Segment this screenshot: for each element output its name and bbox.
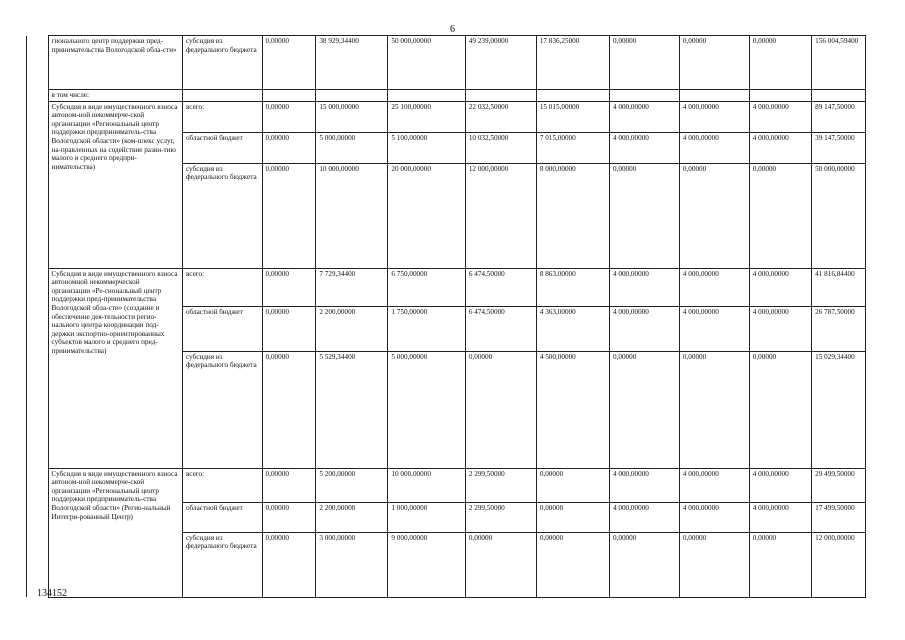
value-cell: 6 474,50000 [465,268,536,306]
value-cell: 0,00000 [749,36,811,90]
value-cell: 0,00000 [749,532,811,597]
value-cell: 5 200,00000 [316,468,388,502]
empty-cell [388,90,465,102]
value-cell: 0,00000 [679,351,749,468]
value-cell: 7 729,34400 [316,268,388,306]
funding-source-cell: всего: [182,268,262,306]
value-cell: 50 000,00000 [812,163,866,268]
value-cell: 0,00000 [262,163,316,268]
empty-cell [316,90,388,102]
value-cell: 0,00000 [262,36,316,90]
value-cell: 0,00000 [536,532,609,597]
value-cell: 4 000,00000 [679,101,749,132]
measure-name-cell: Субсидия в виде имущественного взноса автономной некоммерческой организации «Ре-гиональный центр поддержки пред-принимательства Вологодской обла-сти» (создание и обеспечение дея-тельности регио-нального центра координации под-держки экспортно-ориентированных субъектов малого и среднего пред-принимательства) [48,268,182,468]
empty-cell [812,90,866,102]
value-cell: 0,00000 [679,36,749,90]
value-cell: 4 000,00000 [679,306,749,351]
value-cell: 25 100,00000 [388,101,465,132]
empty-cell [27,351,49,468]
value-cell: 26 787,50000 [812,306,866,351]
page-number: 6 [450,24,455,35]
value-cell: 0,00000 [262,468,316,502]
value-cell: 4 000,00000 [749,132,811,163]
value-cell: 4 000,00000 [609,101,679,132]
value-cell: 39 147,50000 [812,132,866,163]
value-cell: 4 000,00000 [679,268,749,306]
value-cell: 0,00000 [749,351,811,468]
value-cell: 5 100,00000 [388,132,465,163]
empty-cell [27,90,49,102]
empty-cell [536,90,609,102]
value-cell: 0,00000 [465,532,536,597]
value-cell: 4 363,00000 [536,306,609,351]
value-cell: 2 200,00000 [316,502,388,532]
table-body [27,36,866,598]
value-cell: 4 000,00000 [679,132,749,163]
value-cell: 0,00000 [262,351,316,468]
measure-name-cell: Субсидия в виде имущественного взноса автоном-ной некоммерче-ской организации «Региональный центр поддержки предприниматель-ства Вологодской области» (Регио-нальный Интегри-рованный Центр) [48,468,182,597]
value-cell: 7 015,00000 [536,132,609,163]
value-cell: 4 000,00000 [609,306,679,351]
table-row [27,101,866,132]
value-cell: 89 147,50000 [812,101,866,132]
value-cell: 156 004,59400 [812,36,866,90]
value-cell: 0,00000 [262,132,316,163]
value-cell: 49 239,00000 [465,36,536,90]
value-cell: 29 499,50000 [812,468,866,502]
value-cell: 41 816,84400 [812,268,866,306]
value-cell: 17 499,50000 [812,502,866,532]
value-cell: 0,00000 [536,502,609,532]
value-cell: 4 000,00000 [749,268,811,306]
empty-cell [27,36,49,90]
subheader-note: в том числе: [48,90,182,102]
measure-name-cell: Субсидия в виде имущественного взноса автоном-ной некоммерче-ской организации «Региональный центр поддержки предприниматель-ства Вологодской области» (ком-плекс услуг, на-правленных на содействие разви-тию малого и среднего предпри-нимательства) [48,101,182,268]
value-cell: 4 000,00000 [679,502,749,532]
value-cell: 2 299,50000 [465,468,536,502]
value-cell: 2 299,50000 [465,502,536,532]
value-cell: 3 000,00000 [316,532,388,597]
empty-cell [27,468,49,502]
empty-cell [749,90,811,102]
value-cell: 2 200,00000 [316,306,388,351]
empty-cell [182,90,262,102]
value-cell: 8 863,00000 [536,268,609,306]
value-cell: 0,00000 [465,351,536,468]
empty-cell [27,101,49,132]
empty-cell [27,502,49,532]
value-cell: 4 000,00000 [679,468,749,502]
value-cell: 12 000,00000 [465,163,536,268]
funding-source-cell: субсидия из федерального бюджета [182,532,262,597]
value-cell: 4 000,00000 [609,468,679,502]
value-cell: 20 000,00000 [388,163,465,268]
value-cell: 4 000,00000 [609,502,679,532]
funding-source-cell: областной бюджет [182,502,262,532]
value-cell: 1 750,00000 [388,306,465,351]
value-cell: 4 000,00000 [749,468,811,502]
value-cell: 4 000,00000 [749,306,811,351]
value-cell: 10 032,50000 [465,132,536,163]
funding-source-cell: всего: [182,468,262,502]
document-code: 134152 [37,588,67,599]
value-cell: 0,00000 [609,163,679,268]
table-row [27,36,866,90]
value-cell: 22 032,50000 [465,101,536,132]
value-cell: 15 029,34400 [812,351,866,468]
funding-source-cell: областной бюджет [182,132,262,163]
value-cell: 38 929,34400 [316,36,388,90]
value-cell: 0,00000 [609,351,679,468]
funding-source-cell: областной бюджет [182,306,262,351]
empty-cell [27,268,49,306]
value-cell: 6 750,00000 [388,268,465,306]
funding-source-cell: субсидия из федерального бюджета [182,163,262,268]
empty-cell [262,90,316,102]
value-cell: 4 000,00000 [609,132,679,163]
value-cell: 10 000,00000 [316,163,388,268]
table-row [27,468,866,502]
value-cell: 8 000,00000 [536,163,609,268]
value-cell: 10 000,00000 [388,468,465,502]
value-cell: 4 500,00000 [536,351,609,468]
value-cell: 0,00000 [262,101,316,132]
value-cell: 4 000,00000 [609,268,679,306]
funding-source-cell: всего: [182,101,262,132]
value-cell: 5 000,00000 [316,132,388,163]
value-cell: 5 000,00000 [388,351,465,468]
value-cell: 5 529,34400 [316,351,388,468]
budget-table [26,35,866,598]
value-cell: 0,00000 [262,532,316,597]
value-cell: 17 836,25000 [536,36,609,90]
measure-name-cell: гионального центр поддержки пред-принимательства Вологодской обла-сти» [48,36,182,90]
value-cell: 15 000,00000 [316,101,388,132]
value-cell: 0,00000 [679,532,749,597]
empty-cell [27,132,49,163]
value-cell: 4 000,00000 [749,101,811,132]
value-cell: 0,00000 [262,306,316,351]
table-row [27,268,866,306]
value-cell: 0,00000 [609,36,679,90]
empty-cell [27,306,49,351]
funding-source-cell: субсидия из федерального бюджета [182,351,262,468]
value-cell: 0,00000 [262,268,316,306]
value-cell: 0,00000 [262,502,316,532]
value-cell: 0,00000 [679,163,749,268]
value-cell: 9 000,00000 [388,532,465,597]
value-cell: 4 000,00000 [749,502,811,532]
value-cell: 15 015,00000 [536,101,609,132]
empty-cell [609,90,679,102]
value-cell: 6 474,50000 [465,306,536,351]
value-cell: 12 000,00000 [812,532,866,597]
empty-cell [679,90,749,102]
empty-cell [27,163,49,268]
value-cell: 50 000,00000 [388,36,465,90]
value-cell: 0,00000 [609,532,679,597]
empty-cell [465,90,536,102]
value-cell: 0,00000 [536,468,609,502]
table-row [27,90,866,102]
value-cell: 1 000,00000 [388,502,465,532]
value-cell: 0,00000 [749,163,811,268]
funding-source-cell: субсидия из федерального бюджета [182,36,262,90]
